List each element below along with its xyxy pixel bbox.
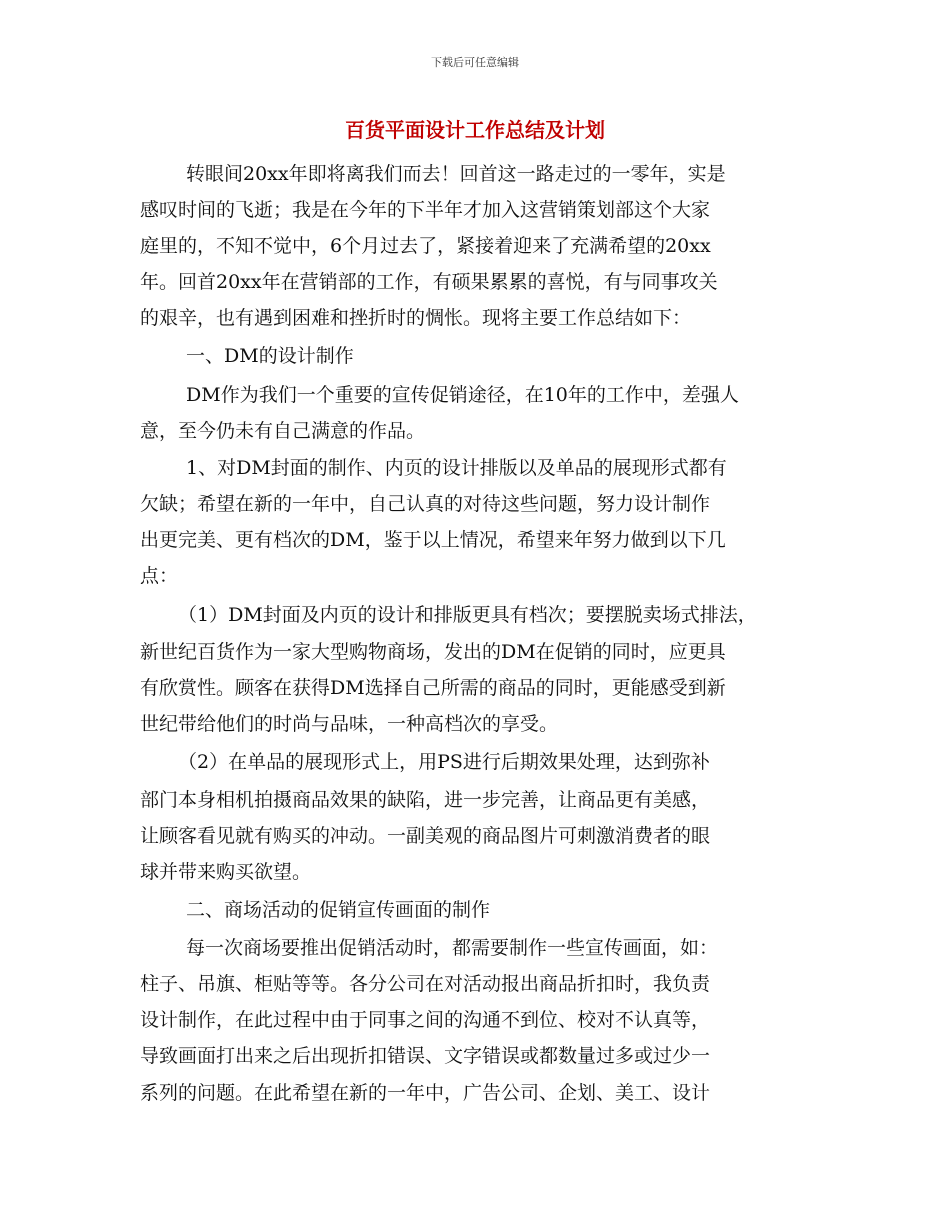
body-line: 转眼间20xx年即将离我们而去！回首这一路走过的一零年，实是 xyxy=(186,163,726,185)
body-line: 系列的问题。在此希望在新的一年中，广告公司、企划、美工、设计 xyxy=(140,1082,711,1104)
body-line: 设计制作，在此过程中由于同事之间的沟通不到位、校对不认真等， xyxy=(140,1009,711,1031)
body-line: 的艰辛，也有遇到困难和挫折时的惆怅。现将主要工作总结如下： xyxy=(140,307,692,329)
body-line: 意，至今仍未有自己满意的作品。 xyxy=(140,420,426,442)
document-title: 百货平面设计工作总结及计划 xyxy=(345,118,605,142)
body-line: （2）在单品的展现形式上，用PS进行后期效果处理，达到弥补 xyxy=(178,751,710,773)
body-line: 庭里的，不知不觉中，6个月过去了，紧接着迎来了充满希望的20xx xyxy=(140,235,711,257)
body-line: 感叹时间的飞逝；我是在今年的下半年才加入这营销策划部这个大家 xyxy=(140,199,711,221)
body-line: 导致画面打出来之后出现折扣错误、文字错误或都数量过多或过少一 xyxy=(140,1045,711,1067)
body-line: 让顾客看见就有购买的冲动。一副美观的商品图片可刺激消费者的眼 xyxy=(140,825,711,847)
section-heading: 一、DM的设计制作 xyxy=(186,345,354,367)
body-line: 新世纪百货作为一家大型购物商场，发出的DM在促销的同时，应更具 xyxy=(140,641,726,663)
body-line: DM作为我们一个重要的宣传促销途径，在10年的工作中，差强人 xyxy=(186,384,739,406)
header-note: 下载后可任意编辑 xyxy=(431,56,519,69)
body-line: 点： xyxy=(140,565,179,587)
section-heading: 二、商场活动的促销宣传画面的制作 xyxy=(186,899,491,921)
body-line: 部门本身相机拍摄商品效果的缺陷，进一步完善，让商品更有美感， xyxy=(140,789,711,811)
body-line: 有欣赏性。顾客在获得DM选择自己所需的商品的同时，更能感受到新 xyxy=(140,677,726,699)
body-line: 出更完美、更有档次的DM，鉴于以上情况，希望来年努力做到以下几 xyxy=(140,529,726,551)
body-line: （1）DM封面及内页的设计和排版更具有档次；要摆脱卖场式排法， xyxy=(178,604,757,626)
body-line: 欠缺；希望在新的一年中，自己认真的对待这些问题，努力设计制作 xyxy=(140,493,711,515)
body-line: 每一次商场要推出促销活动时，都需要制作一些宣传画面，如： xyxy=(186,937,719,959)
body-line: 年。回首20xx年在营销部的工作，有硕果累累的喜悦，有与同事攻关 xyxy=(140,271,718,293)
body-line: 柱子、吊旗、柜贴等等。各分公司在对活动报出商品折扣时，我负责 xyxy=(140,973,711,995)
body-line: 世纪带给他们的时尚与品味，一种高档次的享受。 xyxy=(140,713,559,735)
body-line: 1、对DM封面的制作、内页的设计排版以及单品的展现形式都有 xyxy=(186,457,727,479)
body-line: 球并带来购买欲望。 xyxy=(140,861,312,883)
